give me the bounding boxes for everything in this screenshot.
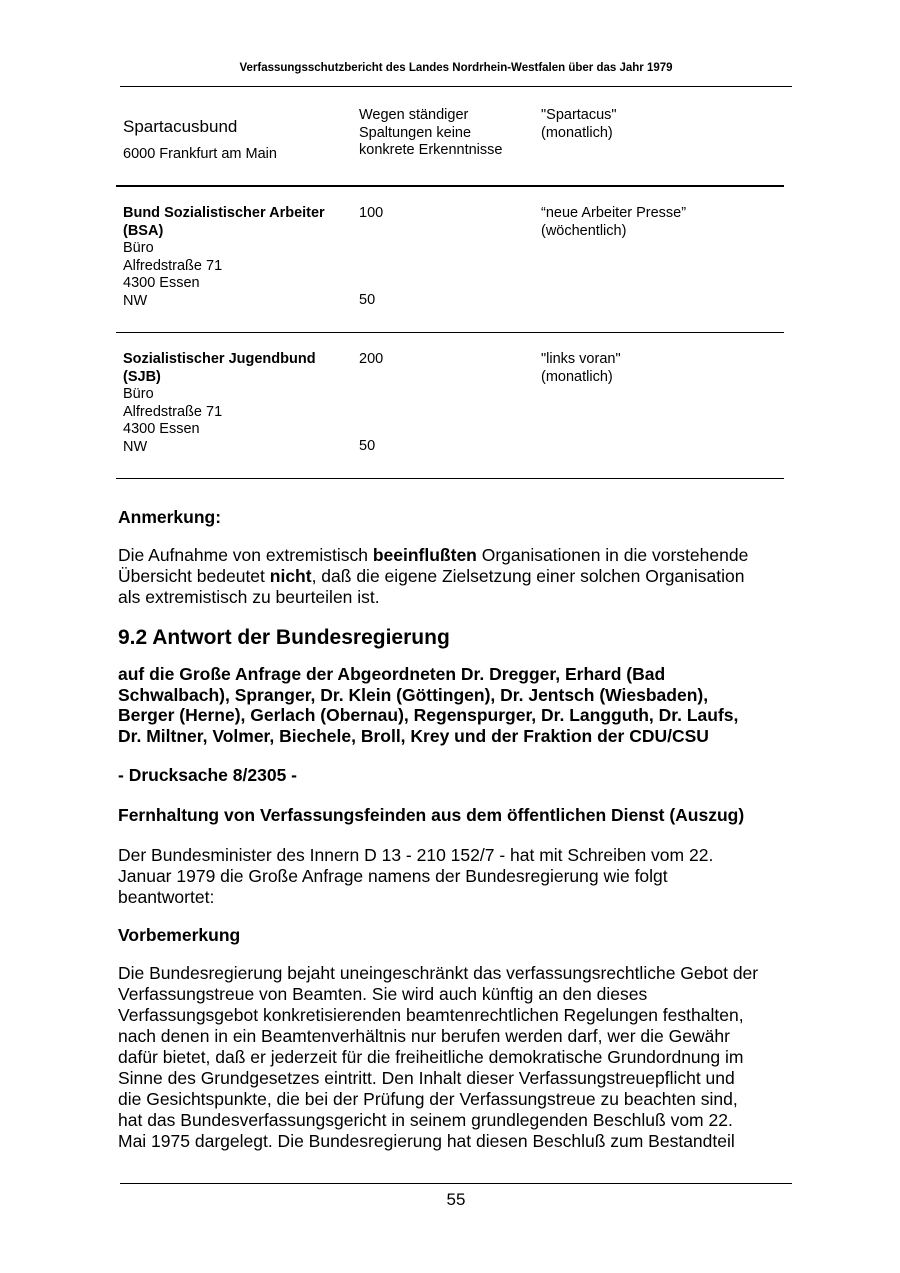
publication-line: "links voran": [541, 351, 621, 367]
subheading-line: Berger (Herne), Gerlach (Obernau), Regenspurger, Dr. Langguth, Dr. Laufs,: [118, 705, 739, 725]
address-line: NW: [123, 292, 148, 309]
paragraph-line: hat das Bundesverfassungsgericht in seinem grundlegenden Beschluß vom 22.: [118, 1110, 733, 1130]
publication-cell: [541, 205, 686, 240]
members-line: Wegen ständiger: [359, 107, 469, 123]
org-cell: [123, 205, 325, 310]
org-address: 6000 Frankfurt am Main: [123, 146, 277, 162]
paragraph-line: Verfassungsgebot konkretisierenden beamtenrechtlichen Regelungen festhalten,: [118, 1005, 744, 1025]
subheading-line: auf die Große Anfrage der Abgeordneten Dr. Dregger, Erhard (Bad: [118, 664, 666, 684]
drucksache-reference: - Drucksache 8/2305 -: [118, 765, 297, 785]
address-line: Alfredstraße 71: [123, 403, 223, 420]
address-line: Büro: [123, 240, 154, 256]
publication-line: "Spartacus": [541, 107, 617, 123]
members-nw-count: 50: [359, 438, 376, 454]
address-line: Alfredstraße 71: [123, 257, 223, 274]
prelim-paragraph: [118, 963, 758, 1152]
paragraph-line: dafür bietet, daß er jederzeit für die freiheitliche demokratische Grundordnung im: [118, 1047, 744, 1067]
org-abbreviation: (SJB): [123, 368, 161, 385]
paragraph-line: Sinne des Grundgesetzes eintritt. Den Inhalt dieser Verfassungstreuepflicht und: [118, 1068, 735, 1088]
publication-line: (monatlich): [541, 368, 613, 385]
publication-cell: [541, 351, 621, 386]
paragraph-line: Mai 1975 dargelegt. Die Bundesregierung hat diesen Beschluß zum Bestandteil: [118, 1131, 735, 1151]
topic-heading: Fernhaltung von Verfassungsfeinden aus dem öffentlichen Dienst (Auszug): [118, 805, 745, 825]
note-paragraph: [118, 545, 748, 608]
org-name: Spartacusbund: [123, 117, 238, 136]
paragraph-line: beantwortet:: [118, 887, 215, 907]
paragraph-line: Die Bundesregierung bejaht uneingeschränkt das verfassungsrechtliche Gebot der: [118, 963, 759, 983]
publication-cell: [541, 107, 617, 142]
address-line: 4300 Essen: [123, 275, 200, 291]
org-cell: [123, 351, 316, 456]
paragraph-line: die Gesichtspunkte, die bei der Prüfung der Verfassungstreue zu beachten sind,: [118, 1089, 738, 1109]
org-name: Sozialistischer Jugendbund: [123, 351, 316, 367]
intro-paragraph: [118, 845, 713, 908]
emphasis: nicht: [269, 566, 312, 586]
org-name: Bund Sozialistischer Arbeiter: [123, 205, 325, 221]
members-count: 100: [359, 205, 384, 221]
members-line: konkrete Erkenntnisse: [359, 142, 503, 158]
members-line: Spaltungen keine: [359, 124, 472, 141]
members-cell: [359, 107, 502, 160]
note-line: Übersicht bedeutet nicht, daß die eigene Zielsetzung einer solchen Organisation: [118, 566, 745, 586]
header-rule: [120, 86, 792, 87]
members-count: 200: [359, 351, 384, 367]
running-header: Verfassungsschutzbericht des Landes Nordrhein-Westfalen über das Jahr 1979: [239, 62, 673, 74]
page-number: 55: [446, 1190, 466, 1209]
prelim-heading: Vorbemerkung: [118, 925, 241, 945]
paragraph-line: Der Bundesminister des Innern D 13 - 210 152/7 - hat mit Schreiben vom 22.: [118, 845, 714, 865]
address-line: NW: [123, 438, 148, 455]
note-line: Die Aufnahme von extremistisch beeinflußten Organisationen in die vorstehende: [118, 545, 749, 565]
note-heading: Anmerkung:: [118, 507, 222, 527]
note-line: als extremistisch zu beurteilen ist.: [118, 587, 380, 607]
paragraph-line: Verfassungstreue von Beamten. Sie wird auch künftig an den dieses: [118, 984, 648, 1004]
paragraph-line: nach denen in ein Beamtenverhältnis nur berufen werden darf, wer die Gewähr: [118, 1026, 730, 1046]
members-nw-count: 50: [359, 292, 376, 308]
footer-rule: [120, 1183, 792, 1184]
publication-line: “neue Arbeiter Presse”: [541, 205, 687, 221]
paragraph-line: Januar 1979 die Große Anfrage namens der Bundesregierung wie folgt: [118, 866, 668, 886]
publication-line: (wöchentlich): [541, 222, 627, 239]
table-bottom-rule: [116, 478, 784, 479]
table-row-divider: [116, 185, 784, 187]
address-line: Büro: [123, 386, 154, 402]
section-subheading: [118, 664, 738, 746]
org-abbreviation: (BSA): [123, 222, 164, 239]
emphasis: beeinflußten: [372, 545, 477, 565]
subheading-line: Schwalbach), Spranger, Dr. Klein (Göttingen), Dr. Jentsch (Wiesbaden),: [118, 684, 709, 705]
section-heading: 9.2 Antwort der Bundesregierung: [118, 626, 450, 649]
table-row-divider: [116, 332, 784, 333]
subheading-line: Dr. Miltner, Volmer, Biechele, Broll, Krey und der Fraktion der CDU/CSU: [118, 725, 709, 746]
address-line: 4300 Essen: [123, 421, 200, 437]
publication-line: (monatlich): [541, 124, 613, 141]
